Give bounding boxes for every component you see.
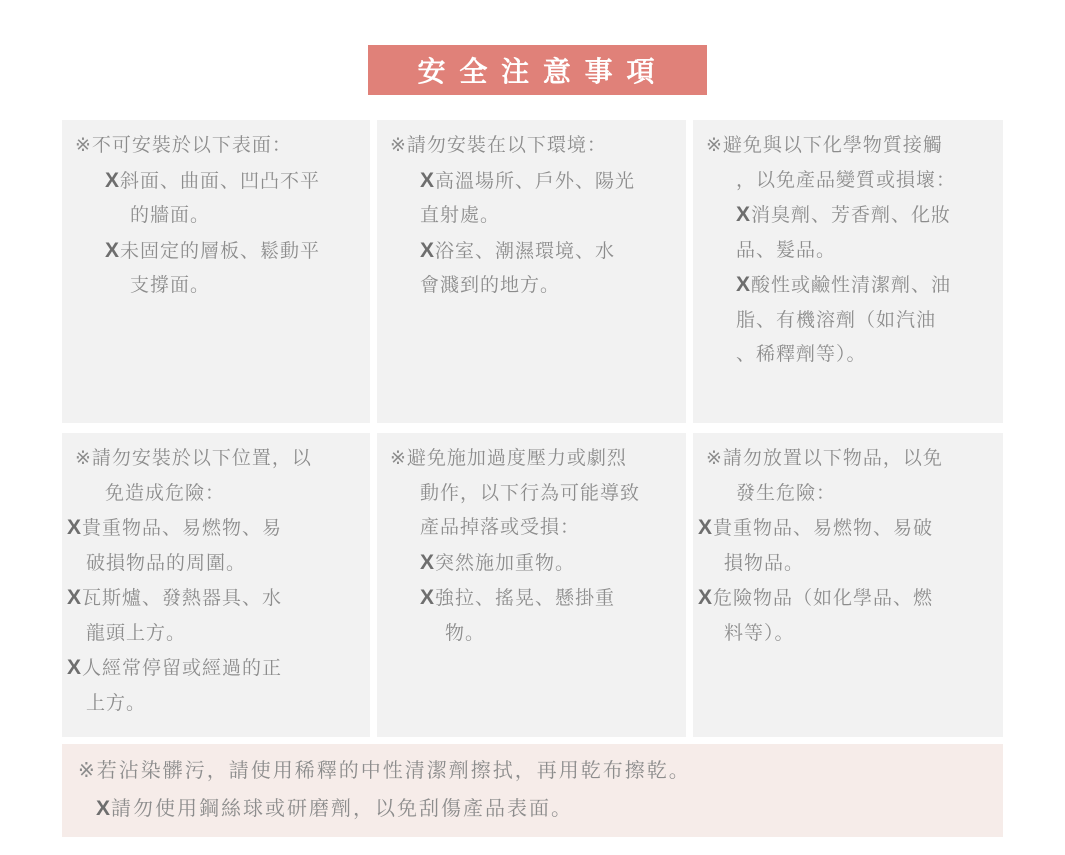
line-text: 品、髮品。 [736,239,837,261]
line-text: ※避免施加過度壓力或劇烈 [390,448,627,469]
line-text: 瓦斯爐、發熱器具、水 [82,588,283,609]
x-mark-icon: X [420,586,435,609]
text-line [736,164,995,199]
text-line [698,581,995,617]
x-mark-icon: X [105,168,120,192]
text-line [420,511,678,546]
warning-box-forbidden-locations [62,433,370,737]
line-text: ，以免產品變質或損壞： [736,169,957,191]
cleaning-instructions-note [62,744,1003,837]
text-line [130,199,362,234]
x-mark-icon: X [736,273,751,296]
text-line [736,304,995,339]
warning-box-chemical-contact [693,120,1003,423]
text-line [86,617,362,652]
text-line [420,234,678,270]
text-line [390,442,678,477]
line-text: 龍頭上方。 [86,622,187,644]
x-mark-icon: X [67,656,82,679]
text-line [78,753,995,790]
text-line [736,477,995,512]
warning-box-excessive-force [377,433,686,737]
x-mark-icon: X [420,550,435,574]
text-line [420,164,678,200]
line-text: 危險物品（如化學品、燃 [713,588,934,609]
line-text: 高溫場所、戶外、陽光 [435,170,636,192]
text-line [736,198,995,234]
text-line [724,547,995,582]
text-line [67,581,362,617]
x-mark-icon: X [96,797,111,820]
text-line [706,442,995,477]
x-mark-icon: X [698,586,713,609]
line-text: 請勿使用鋼絲球或研磨劑，以免刮傷產品表面。 [111,798,574,820]
line-text: 產品掉落或受損： [420,517,581,538]
text-line [105,234,362,270]
line-text: 斜面、曲面、凹凸不平 [120,170,321,192]
text-line [420,546,678,582]
text-line [420,477,678,512]
line-text: ※不可安裝於以下表面： [75,135,292,156]
text-line [736,234,995,269]
line-text: 未固定的層板、鬆動平 [120,240,321,262]
x-mark-icon: X [105,238,120,262]
line-text: 直射處。 [420,205,501,226]
warning-box-forbidden-items [693,433,1003,737]
x-mark-icon: X [67,516,82,539]
line-text: 損物品。 [724,552,805,574]
line-text: 脂、有機溶劑（如汽油 [736,309,937,331]
line-text: ※請勿安裝在以下環境： [390,135,607,156]
text-line [105,477,362,512]
text-line [86,547,362,582]
text-line [75,129,362,164]
text-line [420,581,678,617]
text-line [96,790,995,828]
warning-box-forbidden-surfaces [62,120,370,423]
warning-box-forbidden-environments [377,120,686,423]
text-line [67,651,362,687]
line-text: 突然施加重物。 [435,552,576,574]
text-line [420,199,678,234]
line-text: 料等）。 [724,622,795,644]
line-text: ※請勿安裝於以下位置，以 [75,448,312,469]
text-line [67,511,362,547]
x-mark-icon: X [420,168,435,192]
line-text: 的牆面。 [130,205,211,226]
line-text: ※若沾染髒污，請使用稀釋的中性清潔劑擦拭，再用乾布擦乾。 [78,760,691,782]
x-mark-icon: X [420,238,435,262]
line-text: 上方。 [86,692,147,714]
line-text: 、稀釋劑等）。 [736,344,867,365]
line-text: 貴重物品、易燃物、易破 [713,518,934,539]
x-mark-icon: X [67,586,82,609]
text-line [420,269,678,304]
line-text: 酸性或鹼性清潔劑、油 [751,275,952,296]
page-title: 安 全 注 意 事 項 [417,56,658,87]
line-text: 貴重物品、易燃物、易 [82,518,283,539]
text-line [736,268,995,304]
line-text: ※避免與以下化學物質接觸 [706,135,943,156]
text-line [724,617,995,652]
line-text: 消臭劑、芳香劑、化妝 [751,205,952,226]
line-text: 人經常停留或經過的正 [82,658,283,679]
text-line [105,164,362,200]
warning-grid [62,120,1003,737]
line-text: 免造成危險： [105,482,226,504]
text-line [445,617,678,652]
text-line [736,338,995,373]
text-line [75,442,362,477]
line-text: 會濺到的地方。 [420,275,561,296]
x-mark-icon: X [698,516,713,539]
text-line [130,269,362,304]
text-line [706,129,995,164]
text-line [390,129,678,164]
x-mark-icon: X [736,203,751,226]
text-line [86,687,362,722]
line-text: 支撐面。 [130,275,211,296]
line-text: 動作，以下行為可能導致 [420,482,641,504]
page-title-banner [368,45,707,95]
text-line [698,511,995,547]
line-text: 破損物品的周圍。 [86,552,247,574]
line-text: 物。 [445,622,486,644]
line-text: 發生危險： [736,482,837,504]
line-text: 浴室、潮濕環境、水 [435,240,616,262]
line-text: ※請勿放置以下物品，以免 [706,448,943,469]
line-text: 強拉、搖晃、懸掛重 [435,588,616,609]
